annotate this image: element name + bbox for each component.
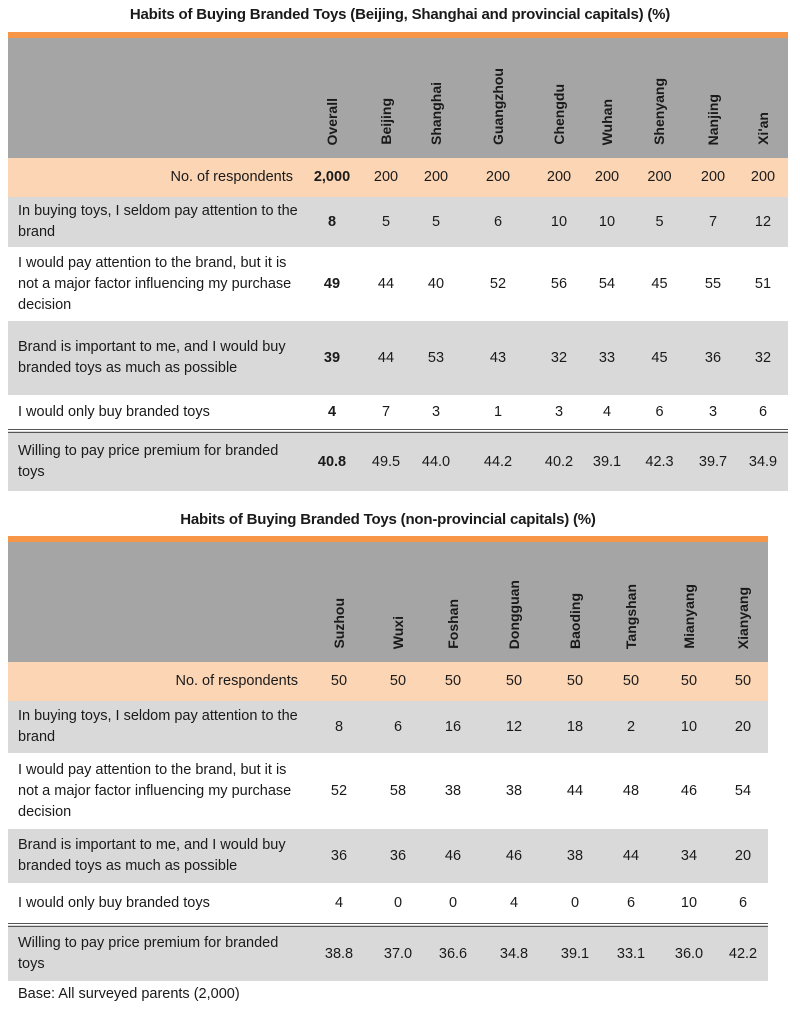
table-row	[8, 829, 768, 883]
data-cell: 6	[738, 395, 788, 431]
data-cell: 32	[738, 321, 788, 395]
respondents-cell: 50	[370, 662, 426, 701]
respondents-cell: 2,000	[303, 158, 361, 197]
respondents-label: No. of respondents	[8, 662, 308, 701]
data-cell: 4	[583, 395, 631, 431]
column-header: Foshan	[444, 599, 461, 649]
table-title-provincial: Habits of Buying Branded Toys (Beijing, Shanghai and provincial capitals) (%)	[129, 6, 671, 23]
data-cell: 18	[548, 701, 602, 753]
data-cell: 38	[426, 753, 480, 829]
data-cell: 0	[370, 883, 426, 925]
data-cell: 43	[461, 321, 535, 395]
data-cell: 6	[718, 883, 768, 925]
premium-label: Willing to pay price premium for branded toys	[8, 925, 308, 981]
data-cell: 8	[308, 701, 370, 753]
premium-cell: 39.1	[548, 925, 602, 981]
data-cell: 5	[411, 197, 461, 247]
column-header: Overall	[323, 97, 340, 145]
column-header: Xi'an	[754, 112, 771, 145]
data-cell: 54	[718, 753, 768, 829]
respondents-cell: 50	[660, 662, 718, 701]
data-cell: 6	[631, 395, 688, 431]
data-cell: 10	[660, 883, 718, 925]
data-cell: 12	[480, 701, 548, 753]
column-header: Guangzhou	[489, 68, 506, 145]
table-body	[8, 539, 768, 981]
column-header-cell	[738, 35, 788, 158]
data-cell: 3	[535, 395, 583, 431]
data-cell: 7	[688, 197, 738, 247]
table-row	[8, 197, 788, 247]
data-cell: 36	[688, 321, 738, 395]
data-cell: 6	[461, 197, 535, 247]
header-corner-cell	[8, 35, 303, 158]
data-cell: 45	[631, 247, 688, 321]
premium-cell: 38.8	[308, 925, 370, 981]
data-cell: 48	[602, 753, 660, 829]
table-row	[8, 753, 768, 829]
table-row	[8, 883, 768, 925]
column-header-cell	[535, 35, 583, 158]
column-header: Suzhou	[330, 598, 347, 649]
column-header-cell	[718, 539, 768, 662]
premium-cell: 39.1	[583, 431, 631, 491]
data-cell: 36	[308, 829, 370, 883]
base-note: Base: All surveyed parents (2,000)	[18, 986, 240, 1002]
premium-label: Willing to pay price premium for branded toys	[8, 431, 303, 491]
data-cell: 39	[303, 321, 361, 395]
data-cell: 3	[411, 395, 461, 431]
header-corner-cell	[8, 539, 308, 662]
premium-cell: 44.0	[411, 431, 461, 491]
table-provincial-capitals	[8, 32, 788, 491]
data-cell: 32	[535, 321, 583, 395]
data-cell: 46	[480, 829, 548, 883]
column-header-cell	[688, 35, 738, 158]
data-cell: 5	[631, 197, 688, 247]
column-header: Shanghai	[427, 81, 444, 145]
respondents-cell: 200	[688, 158, 738, 197]
column-header-cell	[361, 35, 411, 158]
data-cell: 10	[583, 197, 631, 247]
data-cell: 33	[583, 321, 631, 395]
respondents-cell: 200	[583, 158, 631, 197]
data-cell: 45	[631, 321, 688, 395]
data-cell: 44	[361, 321, 411, 395]
respondents-cell: 200	[361, 158, 411, 197]
respondents-cell: 50	[426, 662, 480, 701]
data-cell: 58	[370, 753, 426, 829]
premium-cell: 40.2	[535, 431, 583, 491]
data-cell: 7	[361, 395, 411, 431]
data-cell: 5	[361, 197, 411, 247]
data-cell: 44	[361, 247, 411, 321]
premium-cell: 49.5	[361, 431, 411, 491]
data-cell: 20	[718, 701, 768, 753]
data-cell: 20	[718, 829, 768, 883]
data-cell: 16	[426, 701, 480, 753]
respondents-row	[8, 662, 768, 701]
header-row	[8, 35, 788, 158]
column-header: Beijing	[377, 98, 394, 145]
premium-cell: 42.2	[718, 925, 768, 981]
data-cell: 55	[688, 247, 738, 321]
data-cell: 46	[426, 829, 480, 883]
premium-cell: 39.7	[688, 431, 738, 491]
premium-cell: 40.8	[303, 431, 361, 491]
data-cell: 46	[660, 753, 718, 829]
data-cell: 51	[738, 247, 788, 321]
column-header: Chengdu	[550, 84, 567, 145]
table-row	[8, 321, 788, 395]
data-cell: 53	[411, 321, 461, 395]
row-label: Brand is important to me, and I would buy branded toys as much as possible	[8, 829, 308, 883]
column-header: Shenyang	[651, 78, 667, 145]
row-label: In buying toys, I seldom pay attention to the brand	[8, 197, 303, 247]
premium-cell: 33.1	[602, 925, 660, 981]
premium-cell: 42.3	[631, 431, 688, 491]
row-label: Brand is important to me, and I would buy branded toys as much as possible	[8, 321, 303, 395]
respondents-cell: 200	[411, 158, 461, 197]
table-title-non-provincial: Habits of Buying Branded Toys (non-provincial capitals) (%)	[180, 511, 596, 528]
row-label: I would only buy branded toys	[8, 395, 303, 431]
column-header-cell	[370, 539, 426, 662]
column-header-cell	[303, 35, 361, 158]
respondents-cell: 200	[631, 158, 688, 197]
column-header-cell	[411, 35, 461, 158]
data-cell: 36	[370, 829, 426, 883]
column-header-cell	[548, 539, 602, 662]
data-cell: 38	[548, 829, 602, 883]
data-cell: 0	[548, 883, 602, 925]
data-cell: 6	[370, 701, 426, 753]
column-header: Baoding	[566, 593, 583, 649]
data-cell: 38	[480, 753, 548, 829]
table-row	[8, 701, 768, 753]
data-cell: 10	[535, 197, 583, 247]
table-non-provincial-capitals	[8, 536, 768, 981]
data-cell: 44	[602, 829, 660, 883]
column-header-cell	[461, 35, 535, 158]
data-cell: 4	[303, 395, 361, 431]
respondents-label: No. of respondents	[8, 158, 303, 197]
premium-cell: 36.0	[660, 925, 718, 981]
table-row	[8, 395, 788, 431]
premium-cell: 36.6	[426, 925, 480, 981]
column-header-cell	[426, 539, 480, 662]
column-header: Wuhan	[598, 98, 615, 145]
table-body	[8, 35, 788, 491]
respondents-row	[8, 158, 788, 197]
respondents-cell: 200	[535, 158, 583, 197]
header-row	[8, 539, 768, 662]
data-cell: 54	[583, 247, 631, 321]
row-label: I would pay attention to the brand, but it is not a major factor influencing my purchase decision	[8, 753, 308, 829]
column-header-cell	[308, 539, 370, 662]
data-cell: 8	[303, 197, 361, 247]
respondents-cell: 50	[480, 662, 548, 701]
column-header-cell	[583, 35, 631, 158]
data-cell: 12	[738, 197, 788, 247]
respondents-cell: 50	[308, 662, 370, 701]
premium-row	[8, 431, 788, 491]
data-cell: 4	[308, 883, 370, 925]
data-cell: 56	[535, 247, 583, 321]
row-label: I would only buy branded toys	[8, 883, 308, 925]
data-cell: 4	[480, 883, 548, 925]
respondents-cell: 50	[602, 662, 660, 701]
respondents-cell: 200	[461, 158, 535, 197]
data-cell: 44	[548, 753, 602, 829]
premium-cell: 34.8	[480, 925, 548, 981]
data-cell: 2	[602, 701, 660, 753]
data-cell: 1	[461, 395, 535, 431]
data-cell: 52	[461, 247, 535, 321]
respondents-cell: 200	[738, 158, 788, 197]
premium-cell: 44.2	[461, 431, 535, 491]
data-cell: 6	[602, 883, 660, 925]
column-header: Tangshan	[622, 583, 639, 649]
data-cell: 49	[303, 247, 361, 321]
column-header-cell	[631, 35, 688, 158]
column-header-cell	[602, 539, 660, 662]
column-header: Xianyang	[734, 586, 751, 649]
data-cell: 3	[688, 395, 738, 431]
row-label: I would pay attention to the brand, but it is not a major factor influencing my purchase decision	[8, 247, 303, 321]
premium-cell: 37.0	[370, 925, 426, 981]
table-row	[8, 247, 788, 321]
column-header: Wuxi	[389, 615, 406, 649]
column-header-cell	[660, 539, 718, 662]
respondents-cell: 50	[548, 662, 602, 701]
column-header-cell	[480, 539, 548, 662]
premium-cell: 34.9	[738, 431, 788, 491]
premium-row	[8, 925, 768, 981]
data-cell: 34	[660, 829, 718, 883]
data-cell: 10	[660, 701, 718, 753]
data-cell: 0	[426, 883, 480, 925]
column-header: Mianyang	[680, 584, 697, 649]
data-cell: 52	[308, 753, 370, 829]
row-label: In buying toys, I seldom pay attention to the brand	[8, 701, 308, 753]
data-cell: 40	[411, 247, 461, 321]
respondents-cell: 50	[718, 662, 768, 701]
column-header: Nanjing	[704, 93, 721, 145]
column-header: Dongguan	[505, 579, 522, 649]
